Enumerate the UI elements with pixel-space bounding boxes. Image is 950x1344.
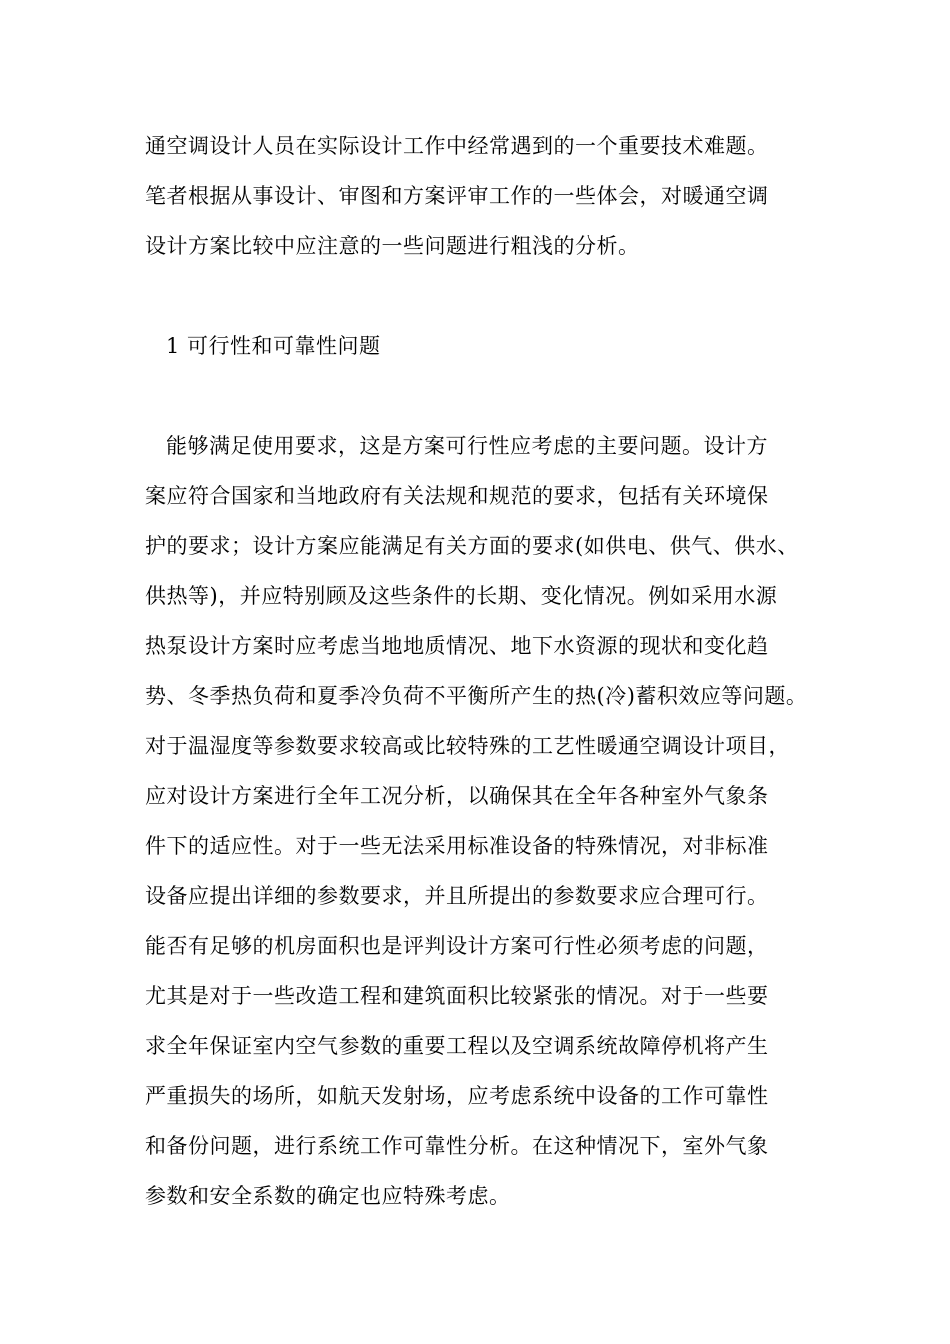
body-line-5: 热泵设计方案时应考虑当地地质情况、地下水资源的现状和变化趋 [145,634,769,658]
body-line-15: 和备份问题，进行系统工作可靠性分析。在这种情况下，室外气象 [145,1134,769,1158]
body-line-16: 参数和安全系数的确定也应特殊考虑。 [145,1184,511,1208]
section-heading: 1 可行性和可靠性问题 [166,334,381,358]
body-line-8: 应对设计方案进行全年工况分析，以确保其在全年各种室外气象条 [145,784,769,808]
body-line-2: 案应符合国家和当地政府有关法规和规范的要求，包括有关环境保 [145,484,769,508]
body-line-13: 求全年保证室内空气参数的重要工程以及空调系统故障停机将产生 [145,1034,769,1058]
intro-line-3: 设计方案比较中应注意的一些问题进行粗浅的分析。 [145,234,640,258]
body-line-9: 件下的适应性。对于一些无法采用标准设备的特殊情况，对非标准 [145,834,769,858]
body-line-4: 供热等)，并应特别顾及这些条件的长期、变化情况。例如采用水源 [145,584,778,608]
intro-line-1: 通空调设计人员在实际设计工作中经常遇到的一个重要技术难题。 [145,134,769,158]
body-line-12: 尤其是对于一些改造工程和建筑面积比较紧张的情况。对于一些要 [145,984,769,1008]
body-line-1: 能够满足使用要求，这是方案可行性应考虑的主要问题。设计方 [166,434,768,458]
body-line-11: 能否有足够的机房面积也是评判设计方案可行性必须考虑的问题， [145,934,769,958]
body-line-14: 严重损失的场所，如航天发射场，应考虑系统中设备的工作可靠性 [145,1084,769,1108]
body-line-7: 对于温湿度等参数要求较高或比较特殊的工艺性暖通空调设计项目， [145,734,790,758]
body-line-6: 势、冬季热负荷和夏季冷负荷不平衡所产生的热(冷)蓄积效应等问题。 [145,684,808,708]
body-line-10: 设备应提出详细的参数要求，并且所提出的参数要求应合理可行。 [145,884,769,908]
intro-line-2: 笔者根据从事设计、审图和方案评审工作的一些体会，对暖通空调 [145,184,769,208]
body-line-3: 护的要求；设计方案应能满足有关方面的要求(如供电、供气、供水、 [145,534,799,558]
